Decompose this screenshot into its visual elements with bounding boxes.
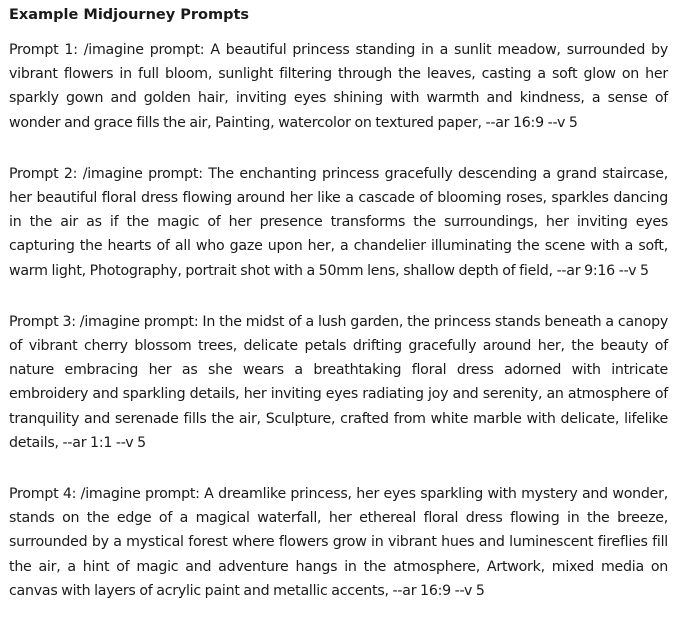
prompt-text: /imagine prompt: The enchanting princess gracefully descending a grand staircase, her beautiful floral dress flowing around her like a cascade of blooming roses, sparkles dancing in the air as if the magic of her presence transforms the surroundings, her inviting eyes capturing the hearts of all who gaze upon her, a chandelier illuminating the scene with a soft, warm light, Photography, portrait shot with a 50mm lens, shallow depth of field, --ar 9:16 --v 5 [9, 165, 668, 279]
prompt-text: /imagine prompt: A beautiful princess standing in a sunlit meadow, surrounded by vibrant flowers in full bloom, sunlight filtering through the leaves, casting a soft glow on her sparkly gown and golden hair, inviting eyes shining with warmth and kindness, a sense of wonder and grace fills the air, Painting, watercolor on textured paper, --ar 16:9 --v 5 [9, 42, 669, 131]
prompt-label: Prompt 3: [9, 313, 76, 330]
prompt-paragraph-3 [9, 310, 668, 455]
prompt-label: Prompt 4: [9, 486, 77, 503]
prompt-paragraph-2 [9, 162, 668, 283]
prompt-text: /imagine prompt: A dreamlike princess, her eyes sparkling with mystery and wonder, stands on the edge of a magical waterfall, her ethereal floral dress flowing in the breeze, surrounded by a mystical forest where flowers grow in vibrant hues and luminescent fireflies fill the air, a hint of magic and adventure hangs in the atmosphere, Artwork, mixed media on canvas with layers of acrylic paint and metallic accents, --ar 16:9 --v 5 [9, 486, 668, 599]
prompt-paragraph-1 [9, 38, 668, 135]
prompt-paragraph-4 [9, 482, 668, 603]
prompt-label: Prompt 2: [9, 165, 78, 182]
prompt-label: Prompt 1: [9, 42, 78, 58]
document-title: Example Midjourney Prompts [9, 7, 250, 23]
prompt-text: /imagine prompt: In the midst of a lush garden, the princess stands beneath a canopy of vibrant cherry blossom trees, delicate petals drifting gracefully around her, the beauty of nature embracing her as she wears a breathtaking floral dress adorned with intricate embroidery and sparkling details, her inviting eyes radiating joy and serenity, an atmosphere of tranquility and serenade fills the air, Sculpture, crafted from white marble with delicate, lifelike details, --ar 1:1 --v 5 [9, 313, 668, 451]
